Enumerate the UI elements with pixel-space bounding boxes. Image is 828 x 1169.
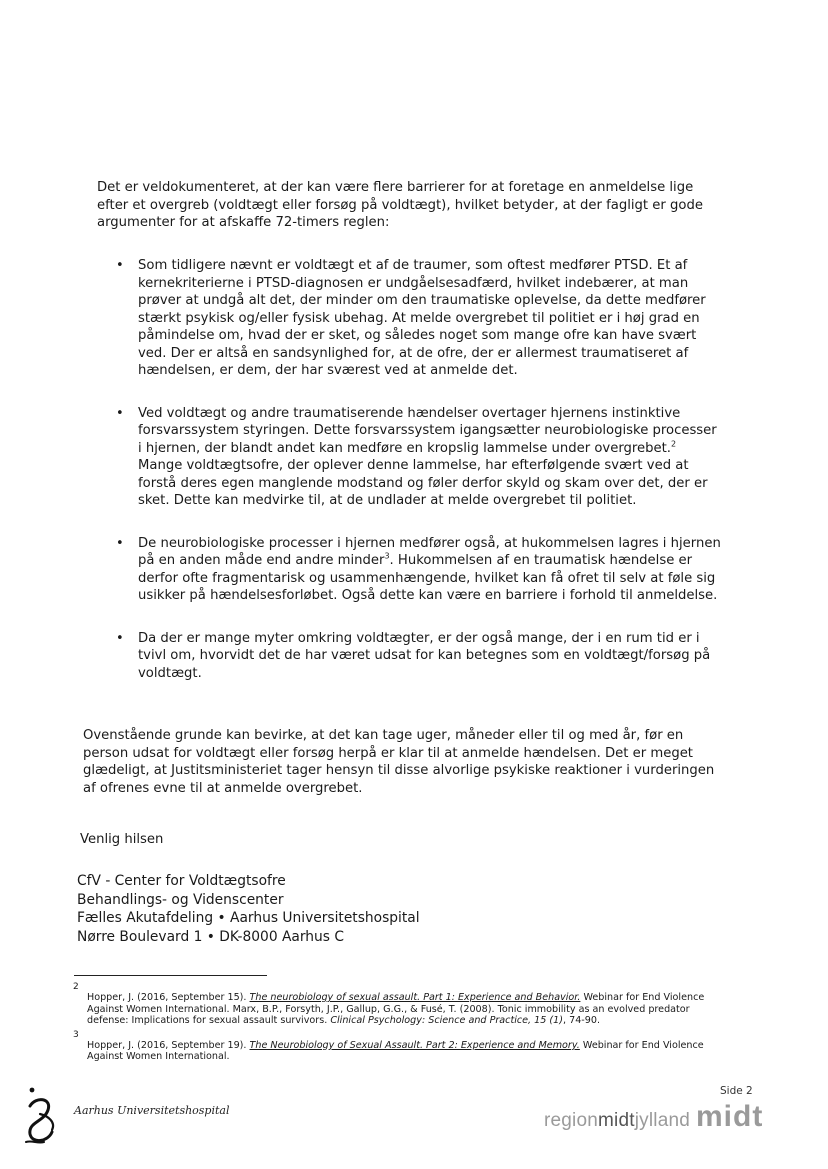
region-wordmark bbox=[544, 1110, 690, 1131]
region-suffix: jylland bbox=[634, 1110, 690, 1131]
footnote-ref[interactable]: 3 bbox=[384, 551, 390, 561]
footnote-number: 3 bbox=[73, 1029, 79, 1040]
footnote-divider bbox=[74, 975, 267, 976]
footnote-text: Hopper, J. (2016, September 19). bbox=[87, 1039, 250, 1051]
footnote-body bbox=[87, 992, 717, 1027]
bullet-icon: • bbox=[116, 405, 124, 421]
footnote-link[interactable]: The Neurobiology of Sexual Assault. Part 2: Experience and Memory. bbox=[249, 1039, 580, 1051]
footnotes bbox=[72, 983, 717, 1067]
list-item-text: Da der er mange myter omkring voldtægter, er der også mange, der i en rum tid er i tvivl om, hvorvidt det de har været udsat for kan betegnes som en voldtægt/forsøg på voldtægt. bbox=[138, 630, 711, 681]
aarhus-hospital-logo bbox=[22, 1086, 242, 1146]
signature-line: Nørre Boulevard 1 • DK-8000 Aarhus C bbox=[77, 928, 345, 945]
signature-block bbox=[77, 872, 420, 946]
list-item bbox=[108, 257, 724, 380]
footnote bbox=[72, 1031, 717, 1063]
hospital-name: Aarhus Universitetshospital bbox=[74, 1104, 230, 1117]
midt-mark: midt bbox=[696, 1100, 764, 1133]
closing-greeting: Venlig hilsen bbox=[80, 832, 164, 847]
bullet-icon: • bbox=[116, 535, 124, 551]
footnote bbox=[72, 983, 717, 1027]
footnote-body bbox=[87, 1040, 717, 1063]
list-item-text: Som tidligere nævnt er voldtægt et af de traumer, som oftest medfører PTSD. Et af kernekriterierne i PTSD-diagnosen er undgåelsesadfærd, hvilket indebærer, at man prøver at undgå alt det, der minder om den traumatiske oplevelse, da dette medfører stærkt psykisk og/eller fysisk ubehag. At melde overgrebet til politiet er i høj grad en påmindelse om, hvad der er sket, og således noget som mange ofre kan have svært ved. Der er altså en sandsynlighed for, at de ofre, der er allermest traumatiseret af hændelsen, er dem, der har sværest ved at anmelde det. bbox=[138, 258, 706, 378]
region-strong: midt bbox=[598, 1110, 635, 1131]
list-item-text: Ved voldtægt og andre traumatiserende hændelser overtager hjernens instinktive forsvarssystem styringen. Dette forsvarssystem igangsætter neurobiologiske processer i hjernen, der blandt andet kan medføre en kropslig lammelse under overgrebet. bbox=[138, 405, 717, 456]
page-number: Side 2 bbox=[720, 1085, 753, 1097]
list-item bbox=[108, 405, 724, 510]
list-item-text: De neurobiologiske processer i hjernen medfører også, at hukommelsen lagres i hjernen på en anden måde end andre minder bbox=[138, 535, 721, 568]
region-prefix: region bbox=[544, 1110, 599, 1131]
footnote-link[interactable]: The neurobiology of sexual assault. Part 1: Experience and Behavior. bbox=[249, 992, 581, 1003]
footnote-ref[interactable]: 2 bbox=[670, 439, 677, 449]
intro-paragraph: Det er veldokumenteret, at der kan være flere barrierer for at foretage en anmeldelse lige efter et overgreb (voldtægt eller forsøg på voldtægt), hvilket betyder, at der fagligt er gode argumenter for at afskaffe 72-timers reglen: bbox=[97, 180, 703, 230]
bullet-icon: • bbox=[116, 258, 124, 273]
barrier-list bbox=[108, 257, 724, 707]
footnote-text: , 74-90. bbox=[563, 1015, 601, 1027]
footnote-number: 2 bbox=[73, 982, 79, 992]
footnote-text: Hopper, J. (2016, September 15). bbox=[87, 992, 250, 1003]
signature-line: Fælles Akutafdeling • Aarhus Universitetshospital bbox=[77, 910, 420, 927]
bullet-icon: • bbox=[116, 630, 124, 646]
list-item-text: Mange voldtægtsofre, der oplever denne lammelse, har efterfølgende svært ved at forstå deres egen manglende modstand og føler derfor skyld og skam over det, der er sket. Dette kan medvirke til, at de undlader at melde overgrebet til politiet. bbox=[138, 458, 708, 508]
list-item bbox=[108, 630, 724, 683]
list-item bbox=[108, 535, 724, 605]
signature-line: Behandlings- og Videnscenter bbox=[77, 891, 284, 908]
list-item-text: . Hukommelsen af en traumatisk hændelse er derfor ofte fragmentarisk og usammenhængende, hvilket kan få ofret til selv at føle sig usikker på hændelsesforløbet. Også dette kan være en barriere i forhold til anmeldelse. bbox=[138, 553, 718, 603]
hospital-emblem-icon bbox=[22, 1086, 70, 1146]
region-midtjylland-logo bbox=[544, 1100, 763, 1134]
footnote-journal: Clinical Psychology: Science and Practice, 15 (1) bbox=[330, 1015, 563, 1027]
conclusion-paragraph: Ovenstående grunde kan bevirke, at det kan tage uger, måneder eller til og med år, før en person udsat for voldtægt eller forsøg herpå er klar til at anmelde hændelsen. Det er meget glædeligt, at Justitsministeriet tager hensyn til disse alvorlige psykiske reaktioner i vurderingen af ofrenes evne til at anmelde overgrebet. bbox=[83, 728, 715, 796]
signature-line: CfV - Center for Voldtægtsofre bbox=[77, 873, 286, 889]
footnote-text: Webinar for End Violence Against Women International. bbox=[87, 1039, 704, 1063]
footnote-text: Webinar for End Violence Against Women International. Marx, B.P., Forsyth, J.P., Gallup, G.G., & Fusé, T. (2008). Tonic immobility as an evolved predator defense: Implications for sexual assault survivors. bbox=[87, 992, 705, 1027]
